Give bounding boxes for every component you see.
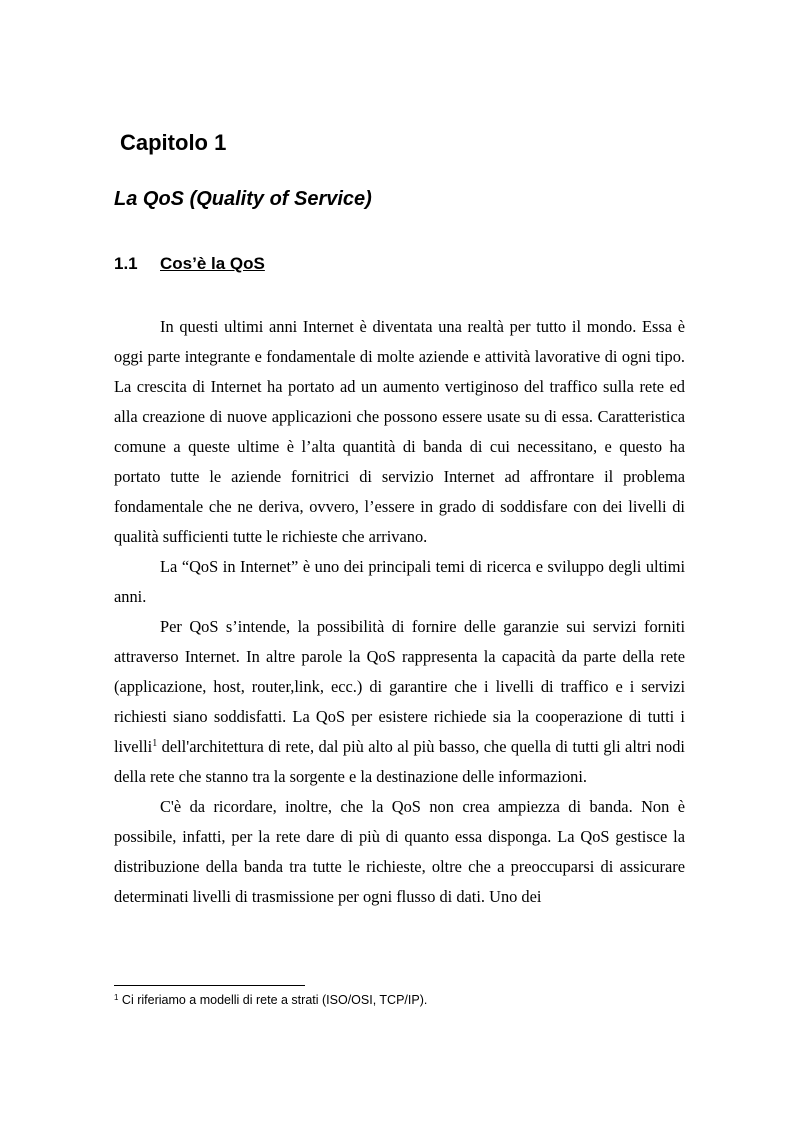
footnote — [114, 992, 427, 1008]
footnote-divider — [114, 985, 305, 986]
chapter-label: Capitolo 1 — [120, 130, 227, 155]
body-text — [114, 312, 685, 912]
chapter-title: La QoS (Quality of Service) — [114, 188, 372, 210]
footnote-marker: 1 — [114, 993, 119, 1002]
paragraph-2: La “QoS in Internet” è uno dei principali temi di ricerca e sviluppo degli ultimi anni. — [114, 557, 685, 606]
section-heading — [114, 252, 265, 276]
paragraph-3-text-after: dell'architettura di rete, dal più alto al più basso, che quella di tutti gli altri nodi della rete che stanno tra la sorgente e la destinazione delle informazioni. — [114, 737, 685, 786]
paragraph-1: In questi ultimi anni Internet è diventata una realtà per tutto il mondo. Essa è oggi parte integrante e fondamentale di molte aziende e attività lavorative di ogni tipo. La crescita di Internet ha portato ad un aumento vertiginoso del traffico sulla rete ed alla creazione di nuove applicazioni che possono essere usate su di essa. Caratteristica comune a queste ultime è l’alta quantità di banda di cui necessitano, e questo ha portato tutte le aziende fornitrici di servizio Internet ad affrontare il problema fondamentale che ne deriva, ovvero, l’essere in grado di soddisfare con dei livelli di qualità sufficienti tutte le richieste che arrivano. — [114, 317, 685, 546]
paragraph-3 — [114, 612, 685, 792]
paragraph-3-text-before: Per QoS s’intende, la possibilità di fornire delle garanzie sui servizi forniti attraverso Internet. In altre parole la QoS rappresenta la capacità da parte della rete (applicazione, host, router,link, ecc.) di garantire che i livelli di traffico e i servizi richiesti siano soddisfatti. La QoS per esistere richiede sia la cooperazione di tutti i livelli — [114, 617, 685, 756]
footnote-text: Ci riferiamo a modelli di rete a strati (ISO/OSI, TCP/IP). — [118, 993, 428, 1007]
section-title: Cos’è la QoS — [160, 254, 265, 273]
section-number: 1.1 — [114, 254, 138, 273]
paragraph-4: C'è da ricordare, inoltre, che la QoS non crea ampiezza di banda. Non è possibile, infatti, per la rete dare di più di quanto essa disponga. La QoS gestisce la distribuzione della banda tra tutte le richieste, oltre che a preoccuparsi di assicurare determinati livelli di trasmissione per ogni flusso di dati. Uno dei — [114, 797, 685, 906]
footnote-reference: 1 — [152, 738, 158, 749]
